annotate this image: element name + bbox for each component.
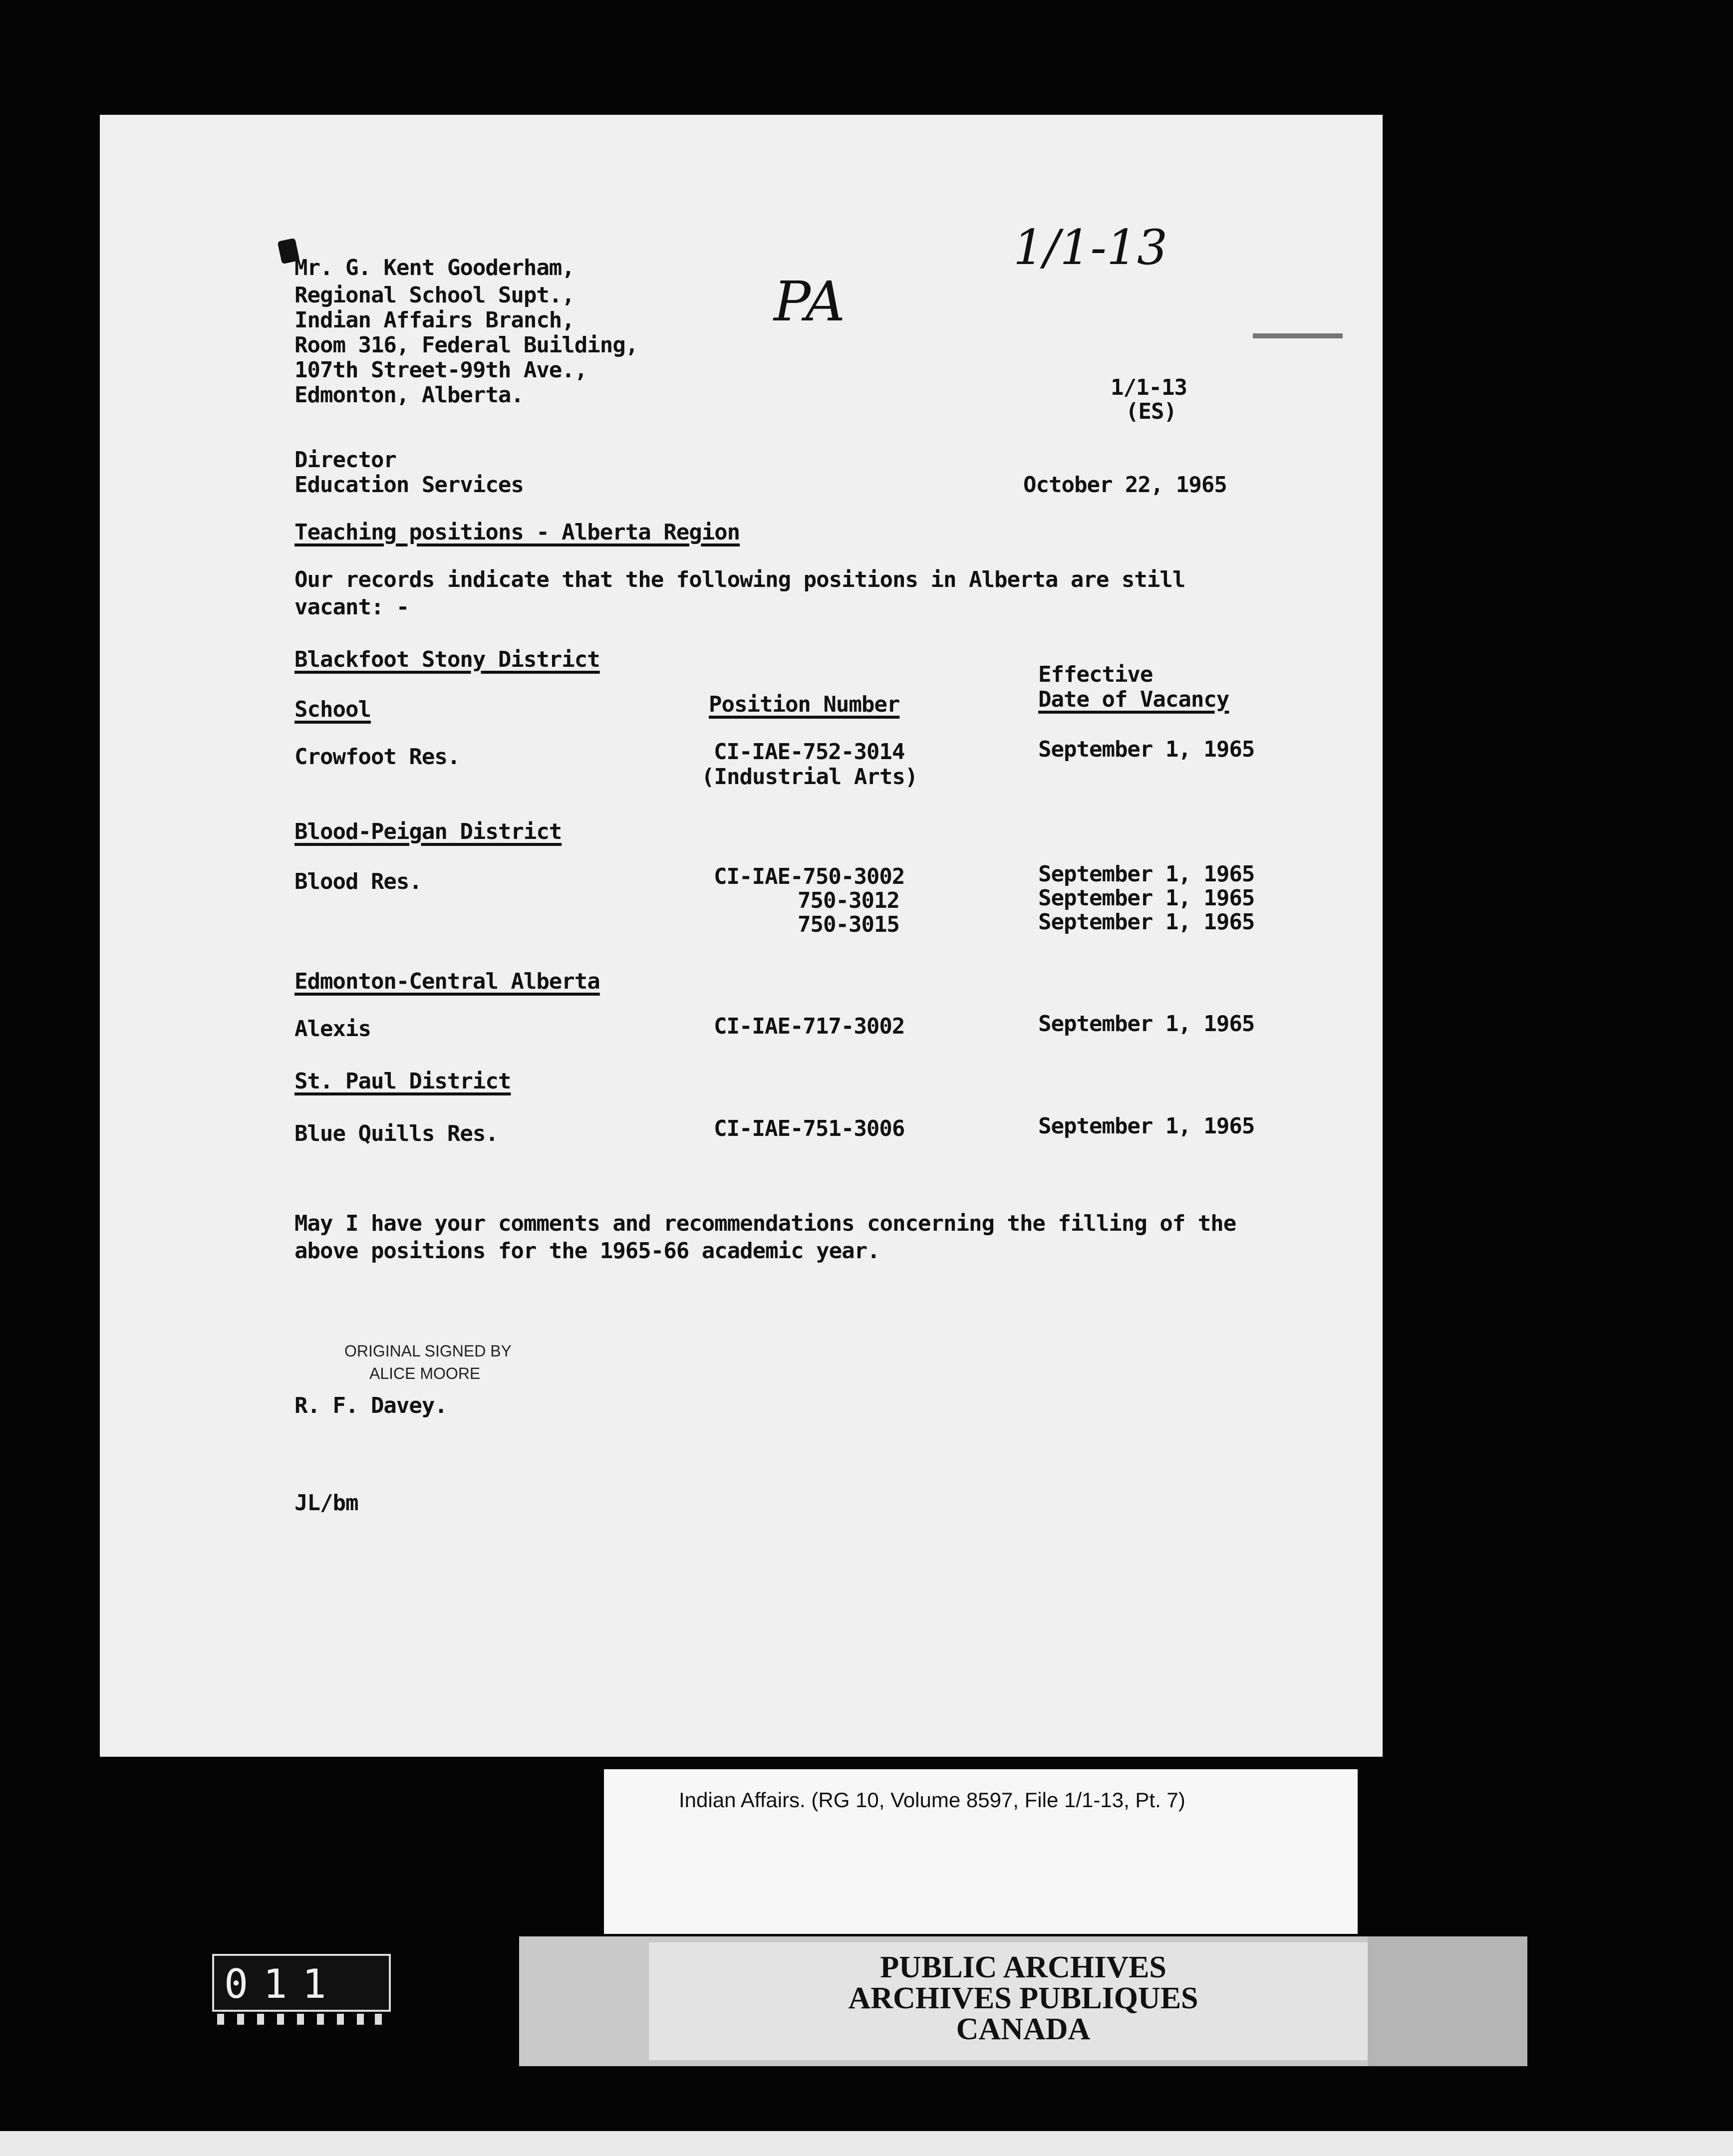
vacancy-date: September 1, 1965	[1038, 885, 1255, 911]
archive-band	[519, 1936, 1527, 2066]
handwritten-initials: PA	[774, 270, 846, 333]
frame-counter	[212, 1954, 391, 2012]
vacancy-date: September 1, 1965	[1038, 737, 1255, 762]
school-name: Blood Res.	[294, 869, 422, 894]
vacancy-date: September 1, 1965	[1038, 861, 1255, 887]
sprocket-hole	[375, 2014, 382, 2025]
sprocket-hole	[297, 2014, 304, 2025]
addressee-line: Edmonton, Alberta.	[294, 382, 524, 408]
sprocket-hole	[277, 2014, 284, 2025]
school-name: Blue Quills Res.	[294, 1121, 498, 1146]
archive-title-fr: ARCHIVES PUBLIQUES	[848, 1981, 1198, 2015]
district-heading: Blood-Peigan District	[294, 819, 562, 844]
column-header-effective: Effective	[1038, 662, 1153, 687]
position-number: CI-IAE-751-3006	[714, 1116, 905, 1141]
addressee-line: Regional School Supt.,	[294, 282, 575, 308]
frame-counter-number: 011	[224, 1961, 341, 2007]
closing-text: above positions for the 1965-66 academic year.	[294, 1238, 880, 1264]
position-number: CI-IAE-752-3014	[714, 739, 905, 765]
file-reference-sub: (ES)	[1126, 399, 1176, 424]
signature-stamp-name: ALICE MOORE	[369, 1364, 481, 1382]
vacancy-date: September 1, 1965	[1038, 1011, 1255, 1037]
position-number: 750-3015	[798, 912, 899, 937]
addressee-line: Room 316, Federal Building,	[294, 332, 638, 358]
district-heading: Blackfoot Stony District	[294, 647, 600, 672]
sprocket-hole	[357, 2014, 364, 2025]
addressee-line: Indian Affairs Branch,	[294, 307, 575, 333]
column-header-school: School	[294, 697, 371, 722]
archive-reference-text: Indian Affairs. (RG 10, Volume 8597, File 1/1-13, Pt. 7)	[679, 1788, 1185, 1812]
position-number: 750-3012	[798, 888, 899, 913]
sprocket-hole	[237, 2014, 244, 2025]
sprocket-hole	[257, 2014, 264, 2025]
archive-reference-card	[604, 1769, 1358, 1934]
school-name: Alexis	[294, 1016, 371, 1042]
handwritten-file-number: 1/1-13	[1013, 220, 1168, 275]
file-reference: 1/1-13	[1111, 375, 1187, 400]
sender-title: Director	[294, 447, 396, 473]
intro-text: vacant: -	[294, 594, 409, 620]
position-number: CI-IAE-717-3002	[714, 1014, 905, 1039]
sprocket-hole	[337, 2014, 344, 2025]
school-name: Crowfoot Res.	[294, 744, 460, 770]
column-header-position: Position Number	[709, 692, 900, 717]
vacancy-date: September 1, 1965	[1038, 1113, 1255, 1139]
subject-line: Teaching positions - Alberta Region	[294, 520, 740, 545]
document-page	[100, 115, 1383, 1757]
archive-band-inner	[649, 1942, 1398, 2060]
district-heading: Edmonton-Central Alberta	[294, 969, 600, 994]
intro-text: Our records indicate that the following positions in Alberta are still	[294, 567, 1185, 592]
closing-text: May I have your comments and recommendations concerning the filling of the	[294, 1211, 1236, 1236]
signature-stamp: ORIGINAL SIGNED BY	[344, 1342, 512, 1360]
archive-country: CANADA	[956, 2012, 1091, 2046]
sender-department: Education Services	[294, 472, 524, 498]
archive-title-en: PUBLIC ARCHIVES	[880, 1950, 1166, 1984]
sprocket-hole	[217, 2014, 224, 2025]
sprocket-hole	[317, 2014, 324, 2025]
typist-initials: JL/bm	[294, 1490, 358, 1516]
vacancy-date: September 1, 1965	[1038, 909, 1255, 935]
letter-date: October 22, 1965	[1023, 472, 1227, 498]
column-header-date: Date of Vacancy	[1038, 687, 1229, 712]
position-number: CI-IAE-750-3002	[714, 864, 905, 889]
addressee-line: Mr. G. Kent Gooderham,	[294, 255, 575, 280]
edge-mark	[1253, 333, 1343, 338]
film-sprockets	[212, 2014, 387, 2027]
district-heading: St. Paul District	[294, 1069, 511, 1094]
archive-band-flap	[1368, 1936, 1527, 2066]
addressee-line: 107th Street-99th Ave.,	[294, 357, 587, 383]
film-edge	[0, 2131, 1733, 2156]
signatory-name: R. F. Davey.	[294, 1393, 447, 1418]
position-note: (Industrial Arts)	[701, 764, 918, 790]
